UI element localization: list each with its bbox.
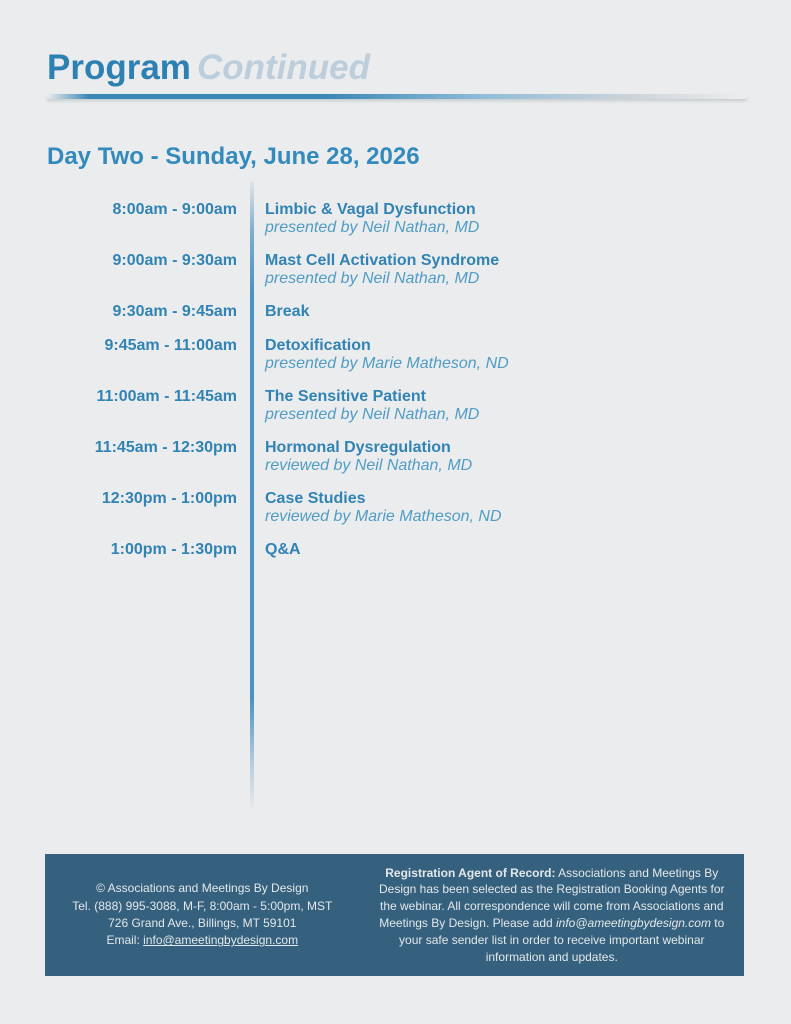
- session: [265, 490, 502, 525]
- session-presenter: reviewed by Marie Matheson, ND: [265, 507, 502, 525]
- footer-copyright: © Associations and Meetings By Design: [96, 881, 309, 896]
- session-time: 12:30pm - 1:00pm: [101, 489, 237, 507]
- schedule: [47, 201, 791, 559]
- footer-registration-block: [360, 865, 744, 966]
- session: [265, 252, 499, 287]
- registration-lead: Registration Agent of Record:: [385, 865, 556, 880]
- footer-email-line: [45, 932, 360, 949]
- schedule-vertical-divider: [250, 182, 254, 812]
- session-presenter: presented by Neil Nathan, MD: [265, 269, 480, 287]
- footer-address: 726 Grand Ave., Billings, MT 59101: [108, 916, 297, 930]
- schedule-row: [47, 252, 791, 287]
- session-time: 11:00am - 11:45am: [96, 387, 237, 405]
- session-time: 1:00pm - 1:30pm: [110, 540, 237, 558]
- session: [265, 303, 309, 321]
- session-time: 9:30am - 9:45am: [112, 302, 237, 320]
- page-title-main: Program: [47, 48, 191, 87]
- session-title: The Sensitive Patient: [265, 387, 426, 405]
- day-heading: Day Two - Sunday, June 28, 2026: [47, 143, 420, 170]
- session: [265, 201, 479, 236]
- registration-email: info@ameetingbydesign.com: [556, 916, 711, 930]
- session: [265, 541, 301, 559]
- schedule-row: [47, 388, 791, 423]
- session-title: Limbic & Vagal Dysfunction: [265, 200, 476, 218]
- registration-note: [374, 865, 730, 966]
- session-presenter: presented by Neil Nathan, MD: [265, 218, 480, 236]
- schedule-row: [47, 490, 791, 525]
- footer-contact-block: [45, 880, 360, 950]
- session-time: 9:00am - 9:30am: [112, 251, 237, 269]
- footer-email-label: Email:: [106, 933, 144, 948]
- session-presenter: presented by Marie Matheson, ND: [265, 354, 509, 372]
- schedule-row: [47, 201, 791, 236]
- footer: [45, 854, 744, 976]
- session-title: Q&A: [265, 540, 301, 558]
- schedule-row: [47, 303, 791, 321]
- schedule-row: [47, 439, 791, 474]
- session-title: Hormonal Dysregulation: [265, 438, 451, 456]
- session: [265, 337, 509, 372]
- registration-body-1: Associations and Meetings By Design has been selected as the Registration Booking Agents for the webinar. All correspondence will come from Associations and Meetings By Design. Please add: [378, 865, 725, 930]
- registration-body-2: to your safe sender list in order to receive important webinar information and updates.: [399, 916, 725, 964]
- session-time: 9:45am - 11:00am: [104, 336, 237, 354]
- session: [265, 388, 479, 423]
- session-title: Break: [265, 302, 310, 320]
- session-title: Mast Cell Activation Syndrome: [265, 251, 500, 269]
- session-title: Case Studies: [265, 489, 366, 507]
- schedule-row: [47, 337, 791, 372]
- footer-phone: Tel. (888) 995-3088, M-F, 8:00am - 5:00pm, MST: [72, 898, 333, 913]
- page-title-accent: Continued: [196, 48, 370, 87]
- session-time: 8:00am - 9:00am: [112, 200, 237, 218]
- session-title: Detoxification: [265, 336, 371, 354]
- session: [265, 439, 472, 474]
- page-title: [47, 50, 791, 85]
- session-presenter: presented by Neil Nathan, MD: [265, 405, 480, 423]
- title-divider-rule: [47, 94, 747, 99]
- header: [0, 0, 791, 99]
- session-presenter: reviewed by Neil Nathan, MD: [265, 456, 473, 474]
- footer-email-link[interactable]: info@ameetingbydesign.com: [143, 933, 299, 948]
- schedule-row: [47, 541, 791, 559]
- session-time: 11:45am - 12:30pm: [94, 438, 237, 456]
